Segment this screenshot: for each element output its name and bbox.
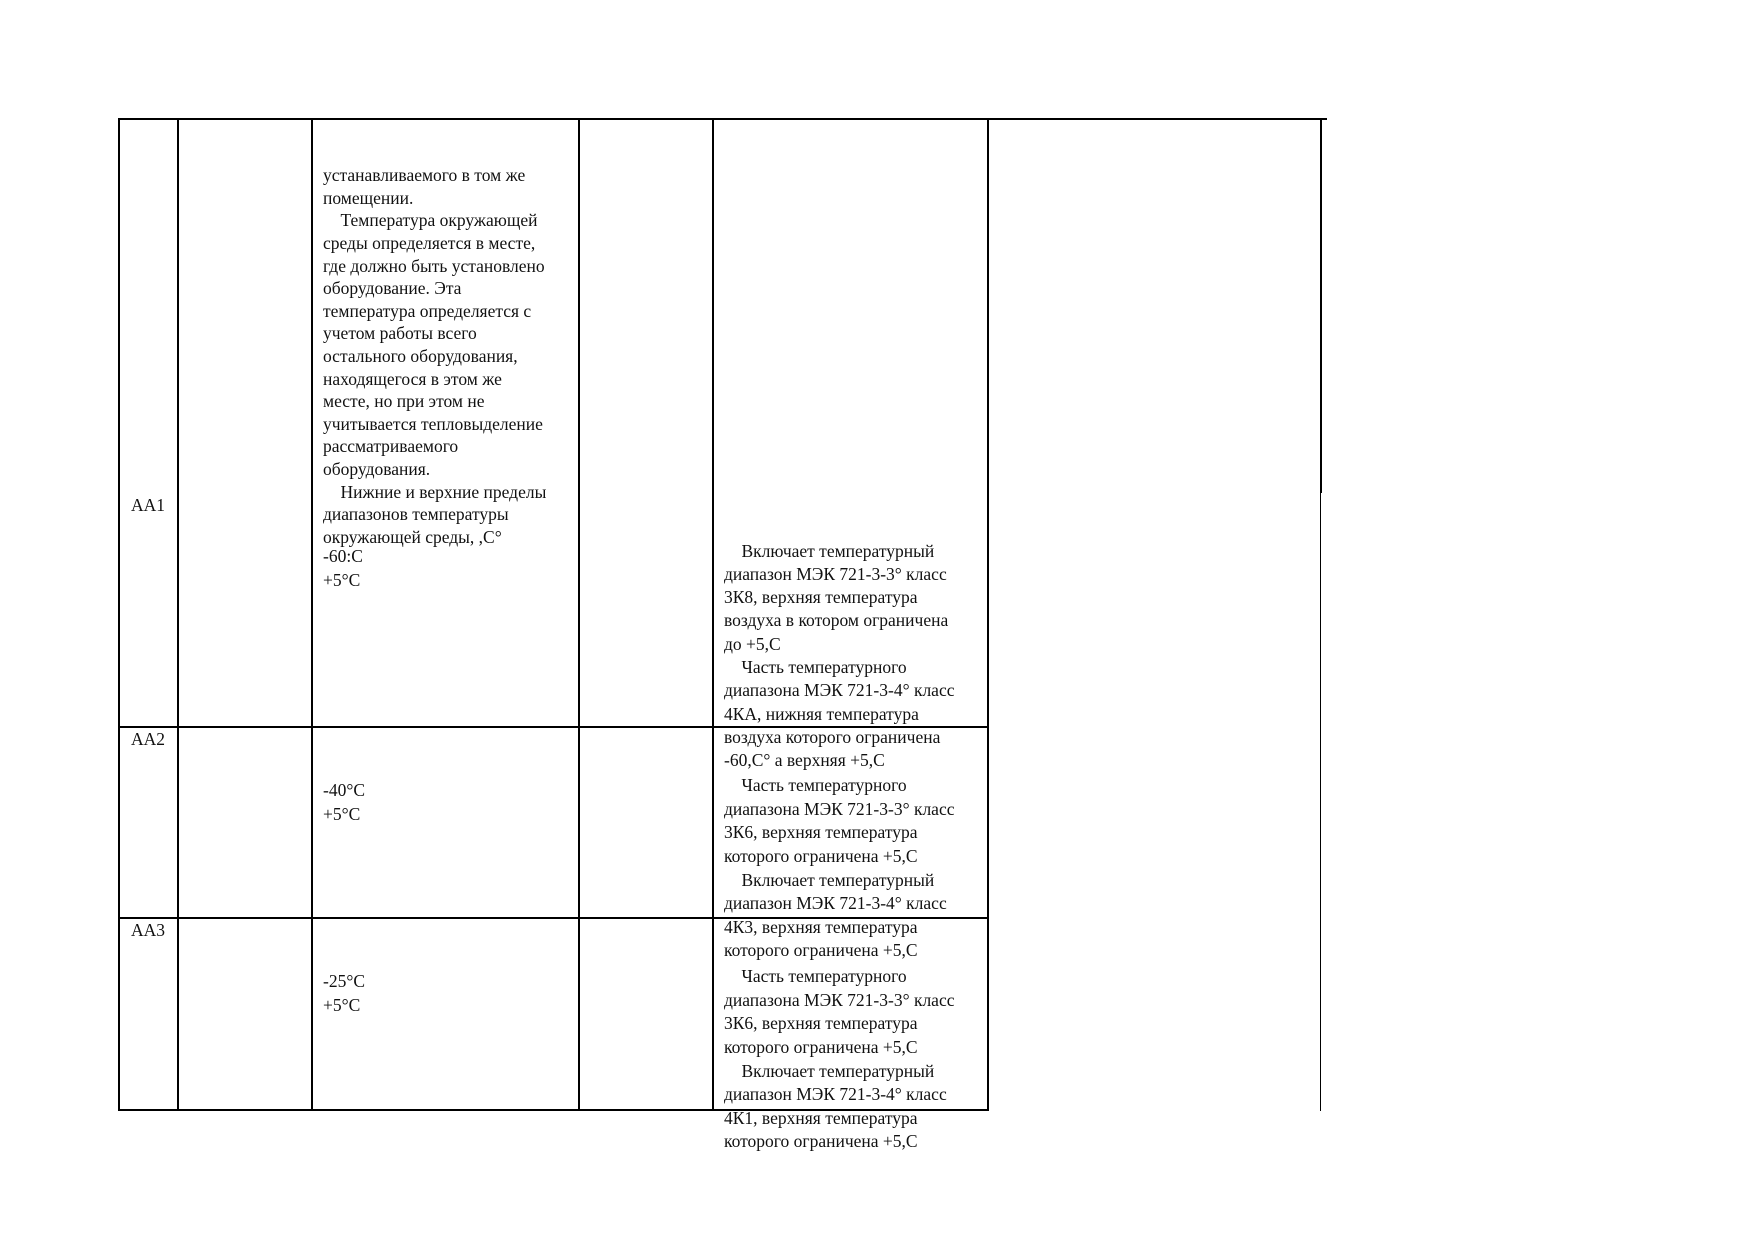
lower-limit-aa1: -60:С <box>323 546 363 566</box>
column-separator-5 <box>987 118 989 1111</box>
row-code-aa1: АА1 <box>131 495 166 515</box>
column-separator-1 <box>177 118 179 1111</box>
temperature-limits-aa2 <box>323 730 365 874</box>
note-aa1: Включает температурный диапазон МЭК 721-3-3° класс 3К8, верхняя температура воздуха в котором ограничена до +5,С Часть температурного диапазона МЭК 721-3-4° класс 4КА, нижняя температура воздуха которого ограничена -60,С° а верхняя +5,С <box>724 540 955 771</box>
row-code-aa3: АА3 <box>131 920 166 940</box>
table-right-border-lower <box>1320 493 1321 1111</box>
temperature-limits-aa3 <box>323 921 365 1065</box>
column-separator-4 <box>712 118 714 1111</box>
row-code-aa2: АА2 <box>131 729 166 749</box>
column-separator-3 <box>578 118 580 1111</box>
table-right-border <box>1320 118 1322 493</box>
column-separator-2 <box>311 118 313 1111</box>
note-aa2: Часть температурного диапазона МЭК 721-3-3° класс 3К6, верхняя температура которого ограничена +5,С Включает температурный диапазон МЭК 721-3-4° класс 4К3, верхняя температура которого ограничена +5,С <box>724 775 955 961</box>
upper-limit-aa1: +5°С <box>323 570 361 590</box>
upper-limit-aa3: +5°С <box>323 995 361 1015</box>
lower-limit-aa2: -40°С <box>323 780 365 800</box>
description-continuation: устанавливаемого в том же помещении. Температура окружающей среды определяется в месте, где должно быть установлено оборудование. Эта температура определяется с учетом работы всего остального оборудования, находящегося в этом же месте, но при этом не учитывается тепловыделение рассматриваемого оборудования. Нижние и верхние пределы диапазонов температуры окружающей среды, ,С° <box>323 165 547 547</box>
upper-limit-aa2: +5°С <box>323 804 361 824</box>
note-aa3: Часть температурного диапазона МЭК 721-3-3° класс 3К6, верхняя температура которого ограничена +5,С Включает температурный диапазон МЭК 721-3-4° класс 4К1, верхняя температура которого ограничена +5,С <box>724 966 955 1152</box>
table-left-border <box>118 118 120 1111</box>
lower-limit-aa3: -25°С <box>323 971 365 991</box>
table-top-border <box>118 118 1327 120</box>
temperature-limits-aa1 <box>323 496 363 640</box>
